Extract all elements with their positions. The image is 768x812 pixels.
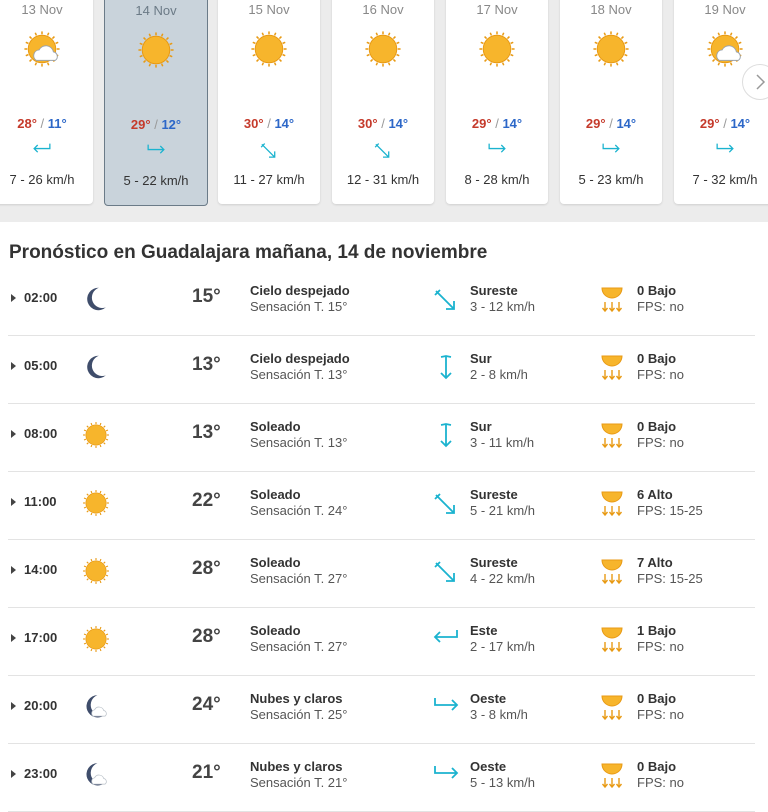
sun-icon (82, 557, 110, 585)
uv-index: 0 Bajo (637, 759, 677, 774)
wind-southeast-icon (255, 140, 283, 160)
forecast-title: Pronóstico en Guadalajara mañana, 14 de noviembre (9, 242, 488, 263)
expand-caret-icon[interactable] (11, 362, 16, 370)
day-wind-speed: 12 - 31 km/h (346, 172, 420, 187)
uv-index-icon (600, 420, 624, 450)
temp-high: 30° (357, 116, 378, 131)
day-date: 15 Nov (248, 2, 290, 17)
hour-row-1700[interactable] (8, 607, 755, 676)
uv-index: 1 Bajo (637, 623, 677, 638)
sun-icon (364, 30, 402, 68)
hour-temperature: 21° (192, 762, 221, 783)
wind-direction: Sur (470, 351, 492, 366)
hour-condition: Soleado (250, 555, 301, 570)
daily-forecast-strip (0, 0, 768, 222)
hour-feels-like: Sensación T. 27° (250, 639, 348, 654)
hour-condition: Cielo despejado (250, 283, 350, 298)
wind-direction-icon (432, 557, 460, 585)
day-wind-speed: 7 - 32 km/h (692, 172, 758, 187)
day-temps (674, 116, 768, 131)
wind-direction: Sur (470, 419, 492, 434)
temp-separator: / (40, 116, 45, 131)
temp-low: 14° (616, 116, 637, 131)
fps-recommendation: FPS: no (637, 299, 684, 314)
day-card-18-nov[interactable] (560, 0, 662, 204)
wind-speed: 3 - 12 km/h (470, 299, 536, 314)
temp-separator: / (154, 117, 158, 132)
day-card-13-nov[interactable] (0, 0, 93, 204)
uv-index: 0 Bajo (637, 283, 677, 298)
temp-low: 11° (47, 116, 67, 131)
day-date: 17 Nov (476, 2, 518, 17)
fps-recommendation: FPS: no (637, 367, 684, 382)
hour-row-1400[interactable] (8, 539, 755, 608)
moon-icon (82, 285, 110, 313)
fps-recommendation: FPS: 15-25 (637, 571, 703, 586)
day-temps (560, 116, 662, 131)
day-temps (105, 117, 207, 132)
hour-temperature: 24° (192, 694, 221, 715)
expand-caret-icon[interactable] (11, 770, 16, 778)
wind-direction-icon (432, 625, 460, 653)
temp-separator: / (495, 116, 499, 131)
temp-low: 14° (730, 116, 751, 131)
wind-speed: 5 - 21 km/h (470, 503, 536, 518)
day-wind-speed: 5 - 23 km/h (578, 172, 644, 187)
temp-low: 12° (161, 117, 182, 132)
hour-temperature: 13° (192, 354, 221, 375)
uv-index: 0 Bajo (637, 691, 677, 706)
fps-recommendation: FPS: no (637, 707, 684, 722)
hour-feels-like: Sensación T. 13° (250, 367, 348, 382)
wind-direction: Oeste (470, 759, 507, 774)
expand-caret-icon[interactable] (11, 498, 16, 506)
day-wind-speed: 5 - 22 km/h (123, 173, 189, 188)
uv-index-icon (600, 556, 624, 586)
wind-west-icon (28, 140, 56, 160)
wind-direction-icon (432, 421, 460, 449)
expand-caret-icon[interactable] (11, 566, 16, 574)
day-date: 14 Nov (135, 3, 177, 18)
sun-icon (82, 625, 110, 653)
uv-index: 0 Bajo (637, 351, 677, 366)
hour-time: 14:00 (24, 562, 58, 577)
hour-row-2300[interactable] (8, 743, 755, 812)
hour-feels-like: Sensación T. 21° (250, 775, 348, 790)
hour-condition: Soleado (250, 419, 301, 434)
scroll-next-button[interactable] (742, 64, 768, 100)
wind-east-icon (711, 140, 739, 160)
hour-temperature: 28° (192, 558, 221, 579)
hour-row-2000[interactable] (8, 675, 755, 744)
hour-time: 02:00 (24, 290, 58, 305)
uv-index-icon (600, 624, 624, 654)
hour-time: 05:00 (24, 358, 58, 373)
moon-cloud-icon (82, 693, 110, 721)
wind-direction: Sureste (470, 487, 518, 502)
wind-speed: 4 - 22 km/h (470, 571, 536, 586)
hour-time: 08:00 (24, 426, 58, 441)
uv-index: 7 Alto (637, 555, 673, 570)
hour-feels-like: Sensación T. 25° (250, 707, 348, 722)
hour-feels-like: Sensación T. 24° (250, 503, 348, 518)
expand-caret-icon[interactable] (11, 294, 16, 302)
wind-east-icon (597, 140, 625, 160)
hour-row-0800[interactable] (8, 403, 755, 472)
temp-high: 28° (17, 116, 37, 131)
temp-high: 29° (585, 116, 606, 131)
hour-temperature: 28° (192, 626, 221, 647)
expand-caret-icon[interactable] (11, 430, 16, 438)
day-temps (332, 116, 434, 131)
temp-separator: / (609, 116, 613, 131)
day-card-15-nov[interactable] (218, 0, 320, 204)
temp-high: 29° (699, 116, 720, 131)
day-date: 19 Nov (704, 2, 746, 17)
hour-row-0500[interactable] (8, 335, 755, 404)
wind-direction: Oeste (470, 691, 507, 706)
hour-temperature: 22° (192, 490, 221, 511)
uv-index-icon (600, 488, 624, 518)
temp-low: 14° (502, 116, 523, 131)
hour-time: 20:00 (24, 698, 58, 713)
sun-icon (478, 30, 516, 68)
wind-speed: 3 - 8 km/h (470, 707, 528, 722)
fps-recommendation: FPS: no (637, 639, 684, 654)
uv-index-icon (600, 284, 624, 314)
sun-cloud-icon (23, 30, 61, 68)
day-date: 18 Nov (590, 2, 632, 17)
temp-low: 14° (274, 116, 295, 131)
sun-icon (592, 30, 630, 68)
hour-feels-like: Sensación T. 13° (250, 435, 348, 450)
hour-time: 23:00 (24, 766, 58, 781)
uv-index: 0 Bajo (637, 419, 677, 434)
sun-icon (250, 30, 288, 68)
day-temps (0, 116, 93, 131)
day-temps (446, 116, 548, 131)
day-card-16-nov[interactable] (332, 0, 434, 204)
uv-index-icon (600, 352, 624, 382)
day-wind-speed: 7 - 26 km/h (9, 172, 75, 187)
hour-condition: Nubes y claros (250, 759, 343, 774)
wind-speed: 2 - 8 km/h (470, 367, 528, 382)
temp-separator: / (723, 116, 727, 131)
sun-icon (137, 31, 175, 69)
hour-feels-like: Sensación T. 27° (250, 571, 348, 586)
hour-condition: Soleado (250, 487, 301, 502)
hour-row-0200[interactable] (8, 267, 755, 336)
hour-temperature: 13° (192, 422, 221, 443)
sun-icon (82, 489, 110, 517)
day-wind-speed: 8 - 28 km/h (464, 172, 530, 187)
hour-condition: Cielo despejado (250, 351, 350, 366)
wind-direction-icon (432, 489, 460, 517)
day-wind-speed: 11 - 27 km/h (233, 172, 305, 187)
uv-index-icon (600, 692, 624, 722)
wind-direction-icon (432, 693, 460, 721)
expand-caret-icon[interactable] (11, 634, 16, 642)
sun-cloud-icon (706, 30, 744, 68)
day-card-14-nov-selected[interactable] (104, 0, 208, 206)
sun-icon (82, 421, 110, 449)
day-date: 16 Nov (362, 2, 404, 17)
fps-recommendation: FPS: no (637, 775, 684, 790)
day-temps (218, 116, 320, 131)
wind-east-icon (483, 140, 511, 160)
wind-speed: 3 - 11 km/h (470, 435, 535, 450)
fps-recommendation: FPS: 15-25 (637, 503, 703, 518)
wind-direction: Sureste (470, 555, 518, 570)
moon-cloud-icon (82, 761, 110, 789)
hour-condition: Nubes y claros (250, 691, 343, 706)
wind-direction-icon (432, 285, 460, 313)
wind-direction-icon (432, 353, 460, 381)
hour-feels-like: Sensación T. 15° (250, 299, 348, 314)
temp-separator: / (381, 116, 385, 131)
hour-row-1100[interactable] (8, 471, 755, 540)
hour-temperature: 15° (192, 286, 221, 307)
day-card-19-nov[interactable] (674, 0, 768, 204)
day-card-17-nov[interactable] (446, 0, 548, 204)
day-date: 13 Nov (21, 2, 63, 17)
wind-east-icon (142, 141, 170, 161)
hour-time: 17:00 (24, 630, 58, 645)
temp-high: 29° (130, 117, 151, 132)
wind-southeast-icon (369, 140, 397, 160)
hour-time: 11:00 (24, 494, 57, 509)
uv-index: 6 Alto (637, 487, 673, 502)
wind-direction: Este (470, 623, 498, 638)
hour-condition: Soleado (250, 623, 301, 638)
wind-speed: 2 - 17 km/h (470, 639, 536, 654)
wind-direction: Sureste (470, 283, 518, 298)
wind-direction-icon (432, 761, 460, 789)
expand-caret-icon[interactable] (11, 702, 16, 710)
temp-separator: / (267, 116, 271, 131)
temp-high: 29° (471, 116, 492, 131)
uv-index-icon (600, 760, 624, 790)
fps-recommendation: FPS: no (637, 435, 684, 450)
wind-speed: 5 - 13 km/h (470, 775, 536, 790)
temp-low: 14° (388, 116, 409, 131)
temp-high: 30° (243, 116, 264, 131)
moon-icon (82, 353, 110, 381)
